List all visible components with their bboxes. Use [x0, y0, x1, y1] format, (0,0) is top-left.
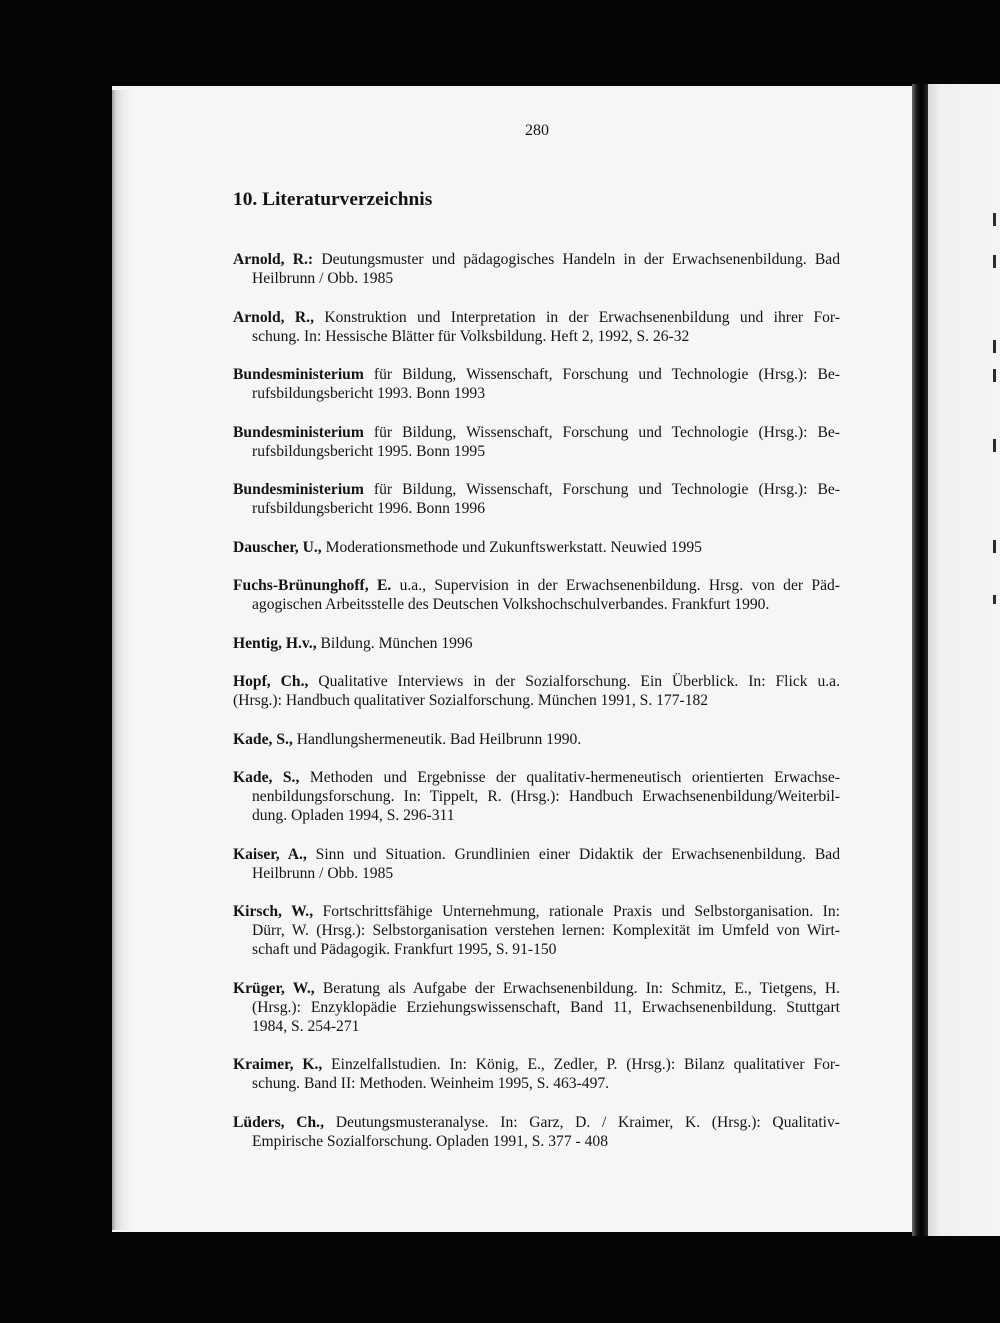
entry-text: Moderationsmethode und Zukunftswerkstatt. Neuwied 1995	[325, 538, 702, 556]
entry-text: Fortschrittsfähige Unternehmung, rationale Praxis und Selbstorganisation. In:	[322, 903, 840, 920]
entry-line	[233, 864, 840, 883]
bibliography-entry	[233, 480, 840, 518]
entry-text: Einzelfallstudien. In: König, E., Zedler, P. (Hrsg.): Bilanz qualitativer For-	[331, 1056, 841, 1073]
entry-text: schung. Band II: Methoden. Weinheim 1995, S. 463-497.	[252, 1075, 610, 1092]
entry-text: für Bildung, Wissenschaft, Forschung und Technologie (Hrsg.): Be-	[373, 423, 840, 441]
entry-text: rufsbildungsbericht 1995. Bonn 1995	[252, 442, 486, 460]
bibliography-entry	[233, 1055, 840, 1093]
entry-author: Krüger, W.,	[233, 979, 315, 997]
entry-author: Bundesministerium	[233, 423, 364, 441]
entry-text: 1984, S. 254-271	[252, 1017, 360, 1035]
entry-text: Methoden und Ergebnisse der qualitativ-hermeneutisch orientierten Erwachse-	[309, 769, 840, 786]
entry-text: Handlungshermeneutik. Bad Heilbrunn 1990.	[296, 730, 582, 748]
bibliography-entry	[233, 672, 840, 710]
entry-line	[233, 1017, 840, 1036]
next-page-glyph-fragment	[993, 439, 996, 452]
entry-text: u.a., Supervision in der Erwachsenenbildung. Hrsg. von der Päd-	[399, 577, 840, 594]
entry-text: Konstruktion und Interpretation in der Erwachsenenbildung und ihrer For-	[324, 308, 841, 326]
entry-line	[233, 902, 840, 921]
bibliography-entry	[233, 576, 840, 614]
next-page-glyph-fragment	[993, 595, 996, 604]
entry-line	[233, 595, 840, 614]
entry-line	[233, 538, 840, 557]
bibliography-list	[233, 250, 840, 1170]
entry-text: Heilbrunn / Obb. 1985	[252, 864, 394, 882]
entry-author: Bundesministerium	[233, 481, 364, 498]
bibliography-entry	[233, 365, 840, 403]
next-page-glyph-fragment	[993, 540, 996, 553]
entry-line	[233, 576, 840, 595]
entry-line	[233, 979, 840, 998]
entry-author: Kade, S.,	[233, 730, 293, 748]
entry-line	[233, 423, 840, 442]
entry-text: Beratung als Aufgabe der Erwachsenenbildung. In: Schmitz, E., Tietgens, H.	[322, 979, 840, 997]
entry-text: (Hrsg.): Enzyklopädie Erziehungswissenschaft, Band 11, Erwachsenenbildung. Stuttgart	[252, 998, 840, 1016]
entry-text: Deutungsmusteranalyse. In: Garz, D. / Kraimer, K. (Hrsg.): Qualitativ-	[335, 1113, 840, 1131]
entry-author: Hopf, Ch.,	[233, 673, 309, 690]
entry-line	[233, 921, 840, 940]
entry-line	[233, 327, 840, 346]
entry-text: agogischen Arbeitsstelle des Deutschen Volkshochschulverbandes. Frankfurt 1990.	[252, 596, 770, 613]
entry-text: Heilbrunn / Obb. 1985	[252, 270, 394, 287]
bibliography-entry	[233, 730, 840, 749]
entry-line	[233, 480, 840, 499]
entry-line	[233, 634, 840, 653]
bibliography-entry	[233, 250, 840, 288]
section-heading: 10. Literaturverzeichnis	[233, 189, 433, 210]
entry-line	[233, 365, 840, 384]
bibliography-entry	[233, 1113, 840, 1151]
entry-text: Qualitative Interviews in der Sozialforschung. Ein Überblick. In: Flick u.a.	[318, 673, 840, 690]
entry-author: Kaiser, A.,	[233, 845, 307, 863]
book-gutter	[912, 84, 928, 1236]
entry-text: (Hrsg.): Handbuch qualitativer Sozialforschung. München 1991, S. 177-182	[233, 692, 709, 709]
right-page-sliver	[928, 84, 1000, 1236]
bibliography-entry	[233, 979, 840, 1036]
next-page-glyph-fragment	[993, 213, 996, 226]
entry-text: dung. Opladen 1994, S. 296-311	[252, 807, 455, 824]
entry-author: Lüders, Ch.,	[233, 1113, 324, 1131]
entry-line	[233, 998, 840, 1017]
bibliography-entry	[233, 308, 840, 346]
entry-text: für Bildung, Wissenschaft, Forschung und Technologie (Hrsg.): Be-	[373, 481, 840, 498]
next-page-glyph-fragment	[993, 340, 996, 353]
entry-author: Kade, S.,	[233, 769, 300, 786]
entry-line	[233, 691, 840, 710]
entry-line	[233, 1113, 840, 1132]
next-page-glyph-fragment	[993, 255, 996, 268]
entry-line	[233, 787, 840, 806]
bibliography-entry	[233, 845, 840, 883]
entry-text: Empirische Sozialforschung. Opladen 1991, S. 377 - 408	[252, 1132, 608, 1150]
bibliography-entry	[233, 423, 840, 461]
entry-line	[233, 308, 840, 327]
entry-author: Fuchs-Brünunghoff, E.	[233, 577, 392, 594]
entry-line	[233, 806, 840, 825]
entry-text: rufsbildungsbericht 1993. Bonn 1993	[252, 385, 486, 402]
entry-text: Deutungsmuster und pädagogisches Handeln in der Erwachsenenbildung. Bad	[321, 251, 840, 268]
entry-text: schung. In: Hessische Blätter für Volksbildung. Heft 2, 1992, S. 26-32	[252, 327, 690, 345]
entry-line	[233, 845, 840, 864]
entry-author: Kraimer, K.,	[233, 1056, 323, 1073]
page-number: 280	[525, 122, 549, 139]
entry-author: Arnold, R.:	[233, 251, 314, 268]
bibliography-entry	[233, 634, 840, 653]
bibliography-entry	[233, 538, 840, 557]
entry-text: rufsbildungsbericht 1996. Bonn 1996	[252, 500, 486, 517]
entry-line	[233, 768, 840, 787]
entry-line	[233, 1055, 840, 1074]
entry-text: schaft und Pädagogik. Frankfurt 1995, S. 91-150	[252, 941, 557, 958]
entry-line	[233, 442, 840, 461]
entry-line	[233, 730, 840, 749]
entry-line	[233, 1074, 840, 1093]
entry-author: Hentig, H.v.,	[233, 634, 317, 652]
entry-line	[233, 1132, 840, 1151]
entry-author: Arnold, R.,	[233, 308, 314, 326]
bibliography-entry	[233, 768, 840, 825]
next-page-glyph-fragment	[993, 369, 996, 382]
entry-line	[233, 250, 840, 269]
entry-line	[233, 269, 840, 288]
entry-author: Bundesministerium	[233, 366, 364, 383]
entry-author: Dauscher, U.,	[233, 538, 322, 556]
entry-line	[233, 672, 840, 691]
entry-text: Dürr, W. (Hrsg.): Selbstorganisation verstehen lernen: Komplexität im Umfeld von Wirt-	[252, 922, 840, 939]
entry-line	[233, 499, 840, 518]
entry-text: Sinn und Situation. Grundlinien einer Didaktik der Erwachsenenbildung. Bad	[315, 845, 840, 863]
page-edge-stack	[112, 90, 134, 1230]
entry-line	[233, 384, 840, 403]
entry-text: für Bildung, Wissenschaft, Forschung und Technologie (Hrsg.): Be-	[373, 366, 840, 383]
entry-line	[233, 940, 840, 959]
bibliography-entry	[233, 902, 840, 959]
entry-text: nenbildungsforschung. In: Tippelt, R. (Hrsg.): Handbuch Erwachsenenbildung/Weiterbil-	[252, 788, 840, 805]
entry-text: Bildung. München 1996	[320, 634, 473, 652]
entry-author: Kirsch, W.,	[233, 903, 314, 920]
